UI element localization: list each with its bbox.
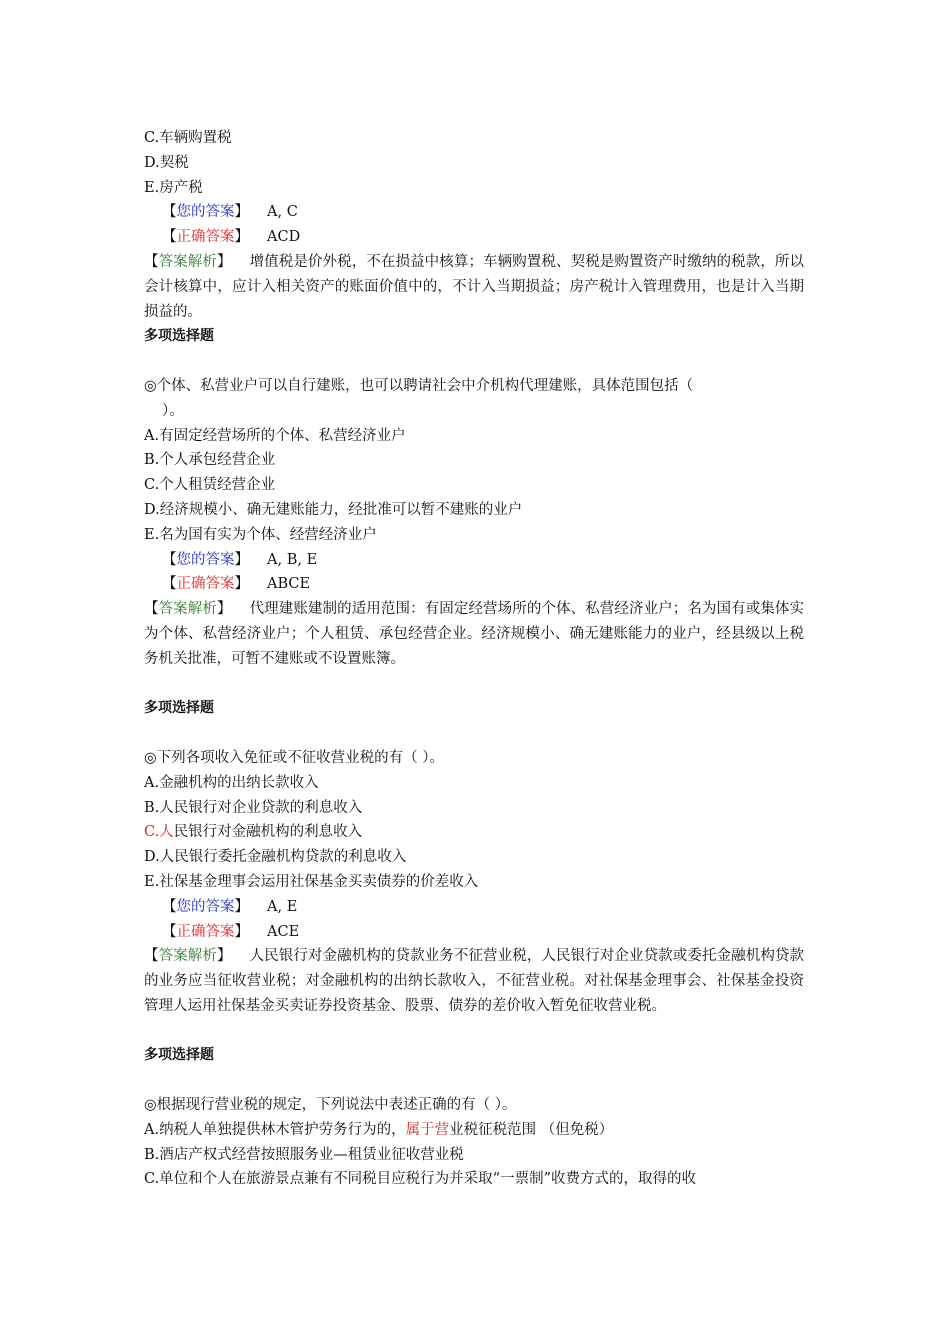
correct-answer-value: ABCE xyxy=(267,576,311,593)
option-c: C.车辆购置税 xyxy=(144,130,232,146)
option-d: D.人民银行委托金融机构贷款的利息收入 xyxy=(144,849,407,866)
question-type-heading: 多项选择题 xyxy=(144,700,214,717)
option-b: B.个人承包经营企业 xyxy=(144,452,276,469)
document-page xyxy=(144,126,804,1192)
your-answer-row: 【您的答案】 A, E xyxy=(162,898,298,915)
option-e: E.房产税 xyxy=(144,179,203,196)
option-c: C.个人租赁经营企业 xyxy=(144,477,276,494)
your-answer-label: 您的答案 xyxy=(176,204,235,221)
option-e: E.名为国有实为个体、经营经济业户 xyxy=(144,526,377,543)
question-stem-cont: ）。 xyxy=(162,402,184,419)
option-c: C.人民银行对金融机构的利息收入 xyxy=(144,824,363,841)
correct-answer-value: ACE xyxy=(267,923,300,940)
analysis-label: 答案解析 xyxy=(158,253,217,270)
option-b: B.人民银行对企业贷款的利息收入 xyxy=(144,799,363,816)
question-stem: ◎根据现行营业税的规定，下列说法中表述正确的有（ ）。 xyxy=(144,1097,517,1114)
option-a-highlight: 属于营 xyxy=(405,1121,450,1138)
your-answer-row: 【您的答案】 A, C xyxy=(162,204,298,221)
option-d: D.契税 xyxy=(144,154,189,171)
your-answer-value: A, C xyxy=(267,204,298,221)
your-answer-value: A, B, E xyxy=(267,551,318,568)
correct-answer-label: 正确答案 xyxy=(176,229,235,246)
your-answer-row: 【您的答案】 A, B, E xyxy=(162,551,318,568)
your-answer-label: 您的答案 xyxy=(176,551,235,568)
analysis-label: 答案解析 xyxy=(158,601,217,618)
option-b: B.酒店产权式经营按照服务业—租赁业征收营业税 xyxy=(144,1146,464,1163)
analysis-text: 增值税是价外税，不在损益中核算；车辆购置税、契税是购置资产时缴纳的税款，所以会计核算中，应计入相关资产的账面价值中的，不计入当期损益；房产税计入管理费用，也是计入当期损益的。 xyxy=(144,253,805,320)
analysis-text: 代理建账建制的适用范围：有固定经营场所的个体、私营经济业户；名为国有或集体实为个体、私营经济业户；个人租赁、承包经营企业。经济规模小、确无建账能力的业户，经县级以上税务机关批准，可暂不建账或不设置账簿。 xyxy=(144,601,805,667)
question-type-heading: 多项选择题 xyxy=(144,1047,214,1064)
question-type-heading: 多项选择题 xyxy=(144,328,214,345)
option-a: A.纳税人单独提供林木管护劳务行为的，属于营业税征税范围 （但免税） xyxy=(144,1121,614,1138)
correct-answer-value: ACD xyxy=(267,229,301,246)
analysis-text: 人民银行对金融机构的贷款业务不征营业税，人民银行对企业贷款或委托金融机构贷款的业务应当征收营业税；对金融机构的出纳长款收入，不征营业税。对社保基金理事会、社保基金投资管理人运用社保基金买卖证券投资基金、股票、债券的差价收入暂免征收营业税。 xyxy=(144,948,805,1014)
correct-answer-row: 【正确答案】 ACE xyxy=(162,923,300,940)
question-stem: ◎下列各项收入免征或不征收营业税的有（ ）。 xyxy=(144,749,445,766)
option-d: D.经济规模小、确无建账能力，经批准可以暂不建账的业户 xyxy=(144,501,523,518)
analysis-row: 【答案解析】 增值税是价外税，不在损益中核算；车辆购置税、契税是购置资产时缴纳的税款，所以会计核算中，应计入相关资产的账面价值中的，不计入当期损益；房产税计入管理费用，也是计入当期损益的。 xyxy=(144,253,805,320)
option-c-highlight: C.人 xyxy=(144,824,174,841)
option-c: C.单位和个人在旅游景点兼有不同税目应税行为并采取“一票制”收费方式的，取得的收 xyxy=(144,1171,697,1188)
analysis-row: 【答案解析】 代理建账建制的适用范围：有固定经营场所的个体、私营经济业户；名为国有或集体实为个体、私营经济业户；个人租赁、承包经营企业。经济规模小、确无建账能力的业户，经县级以上税务机关批准，可暂不建账或不设置账簿。 xyxy=(144,601,805,667)
analysis-row: 【答案解析】 人民银行对金融机构的贷款业务不征营业税，人民银行对企业贷款或委托金融机构贷款的业务应当征收营业税；对金融机构的出纳长款收入，不征营业税。对社保基金理事会、社保基金投资管理人运用社保基金买卖证券投资基金、股票、债券的差价收入暂免征收营业税。 xyxy=(144,948,805,1014)
option-e: E.社保基金理事会运用社保基金买卖债券的价差收入 xyxy=(144,873,479,890)
question-stem: ◎个体、私营业户可以自行建账，也可以聘请社会中介机构代理建账，具体范围包括（ xyxy=(144,377,694,394)
analysis-label: 答案解析 xyxy=(158,948,217,965)
your-answer-label: 您的答案 xyxy=(176,898,235,915)
your-answer-value: A, E xyxy=(267,898,298,915)
correct-answer-label: 正确答案 xyxy=(176,576,235,593)
correct-answer-row: 【正确答案】 ABCE xyxy=(162,576,311,593)
correct-answer-row: 【正确答案】 ACD xyxy=(162,229,301,246)
correct-answer-label: 正确答案 xyxy=(176,923,235,940)
option-a: A.金融机构的出纳长款收入 xyxy=(144,774,319,791)
option-a: A.有固定经营场所的个体、私营经济业户 xyxy=(144,427,406,444)
